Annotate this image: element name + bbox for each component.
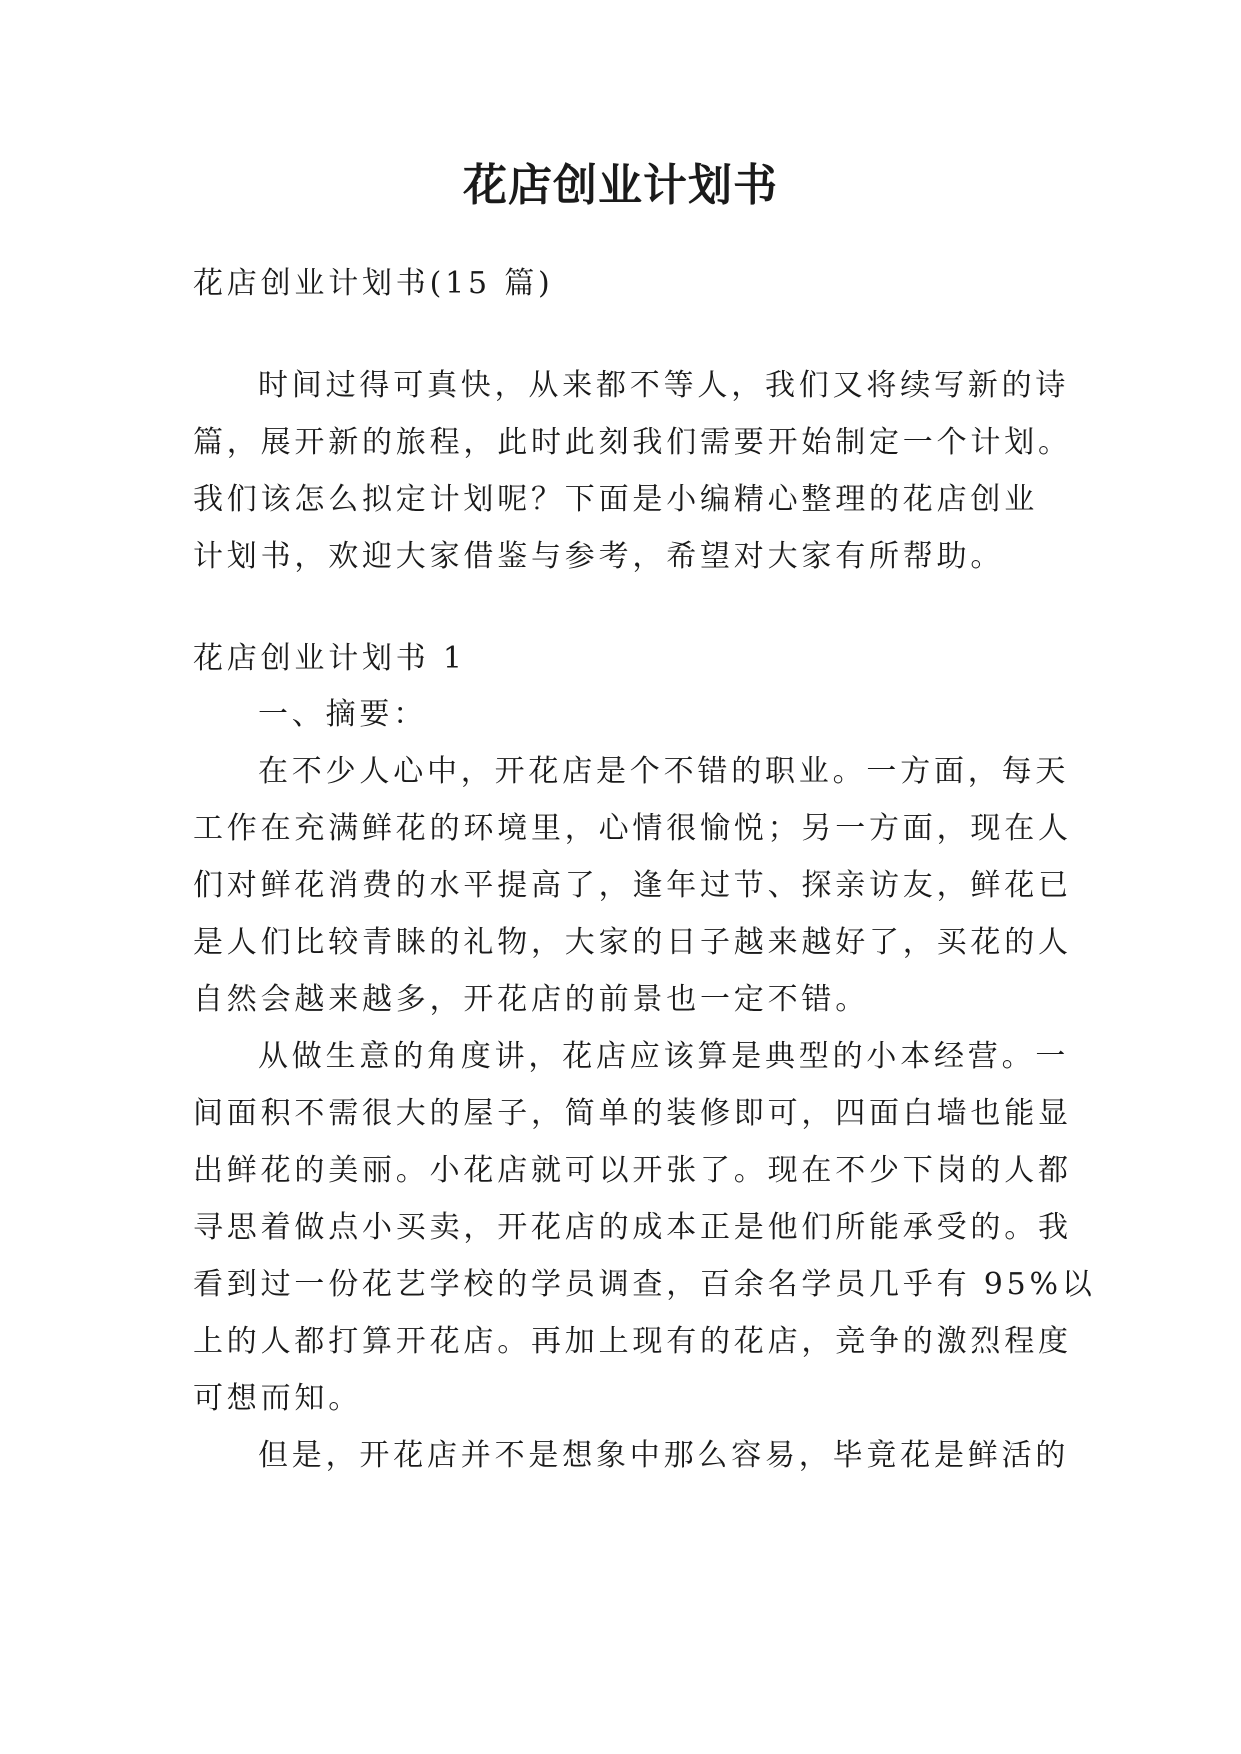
paragraph-line: 们对鲜花消费的水平提高了，逢年过节、探亲访友，鲜花已: [193, 868, 1072, 903]
paragraph-line: 自然会越来越多，开花店的前景也一定不错。: [193, 982, 869, 1017]
paragraph-line: 工作在充满鲜花的环境里，心情很愉悦；另一方面，现在人: [193, 811, 1072, 846]
intro-line: 篇，展开新的旅程，此时此刻我们需要开始制定一个计划。: [193, 425, 1072, 460]
section-title: 花店创业计划书 1: [193, 641, 466, 676]
intro-line: 我们该怎么拟定计划呢？下面是小编精心整理的花店创业: [193, 482, 1038, 517]
section-heading-summary: 一、摘要：: [258, 697, 427, 732]
paragraph-line: 从做生意的角度讲，花店应该算是典型的小本经营。一: [258, 1039, 1070, 1074]
document-subtitle: 花店创业计划书(15 篇): [193, 266, 554, 301]
paragraph-line: 但是，开花店并不是想象中那么容易，毕竟花是鲜活的: [258, 1438, 1070, 1473]
intro-line: 时间过得可真快，从来都不等人，我们又将续写新的诗: [258, 368, 1070, 403]
paragraph-line: 出鲜花的美丽。小花店就可以开张了。现在不少下岗的人都: [193, 1153, 1072, 1188]
document-title: 花店创业计划书: [463, 160, 778, 211]
paragraph-line: 在不少人心中，开花店是个不错的职业。一方面，每天: [258, 754, 1070, 789]
paragraph-line: 看到过一份花艺学校的学员调查，百余名学员几乎有 95%以: [193, 1267, 1096, 1302]
paragraph-line: 上的人都打算开花店。再加上现有的花店，竞争的激烈程度: [193, 1324, 1072, 1359]
paragraph-line: 间面积不需很大的屋子，简单的装修即可，四面白墙也能显: [193, 1096, 1072, 1131]
paragraph-line: 寻思着做点小买卖，开花店的成本正是他们所能承受的。我: [193, 1210, 1072, 1245]
paragraph-line: 可想而知。: [193, 1381, 362, 1416]
paragraph-line: 是人们比较青睐的礼物，大家的日子越来越好了，买花的人: [193, 925, 1072, 960]
intro-line: 计划书，欢迎大家借鉴与参考，希望对大家有所帮助。: [193, 539, 1005, 574]
